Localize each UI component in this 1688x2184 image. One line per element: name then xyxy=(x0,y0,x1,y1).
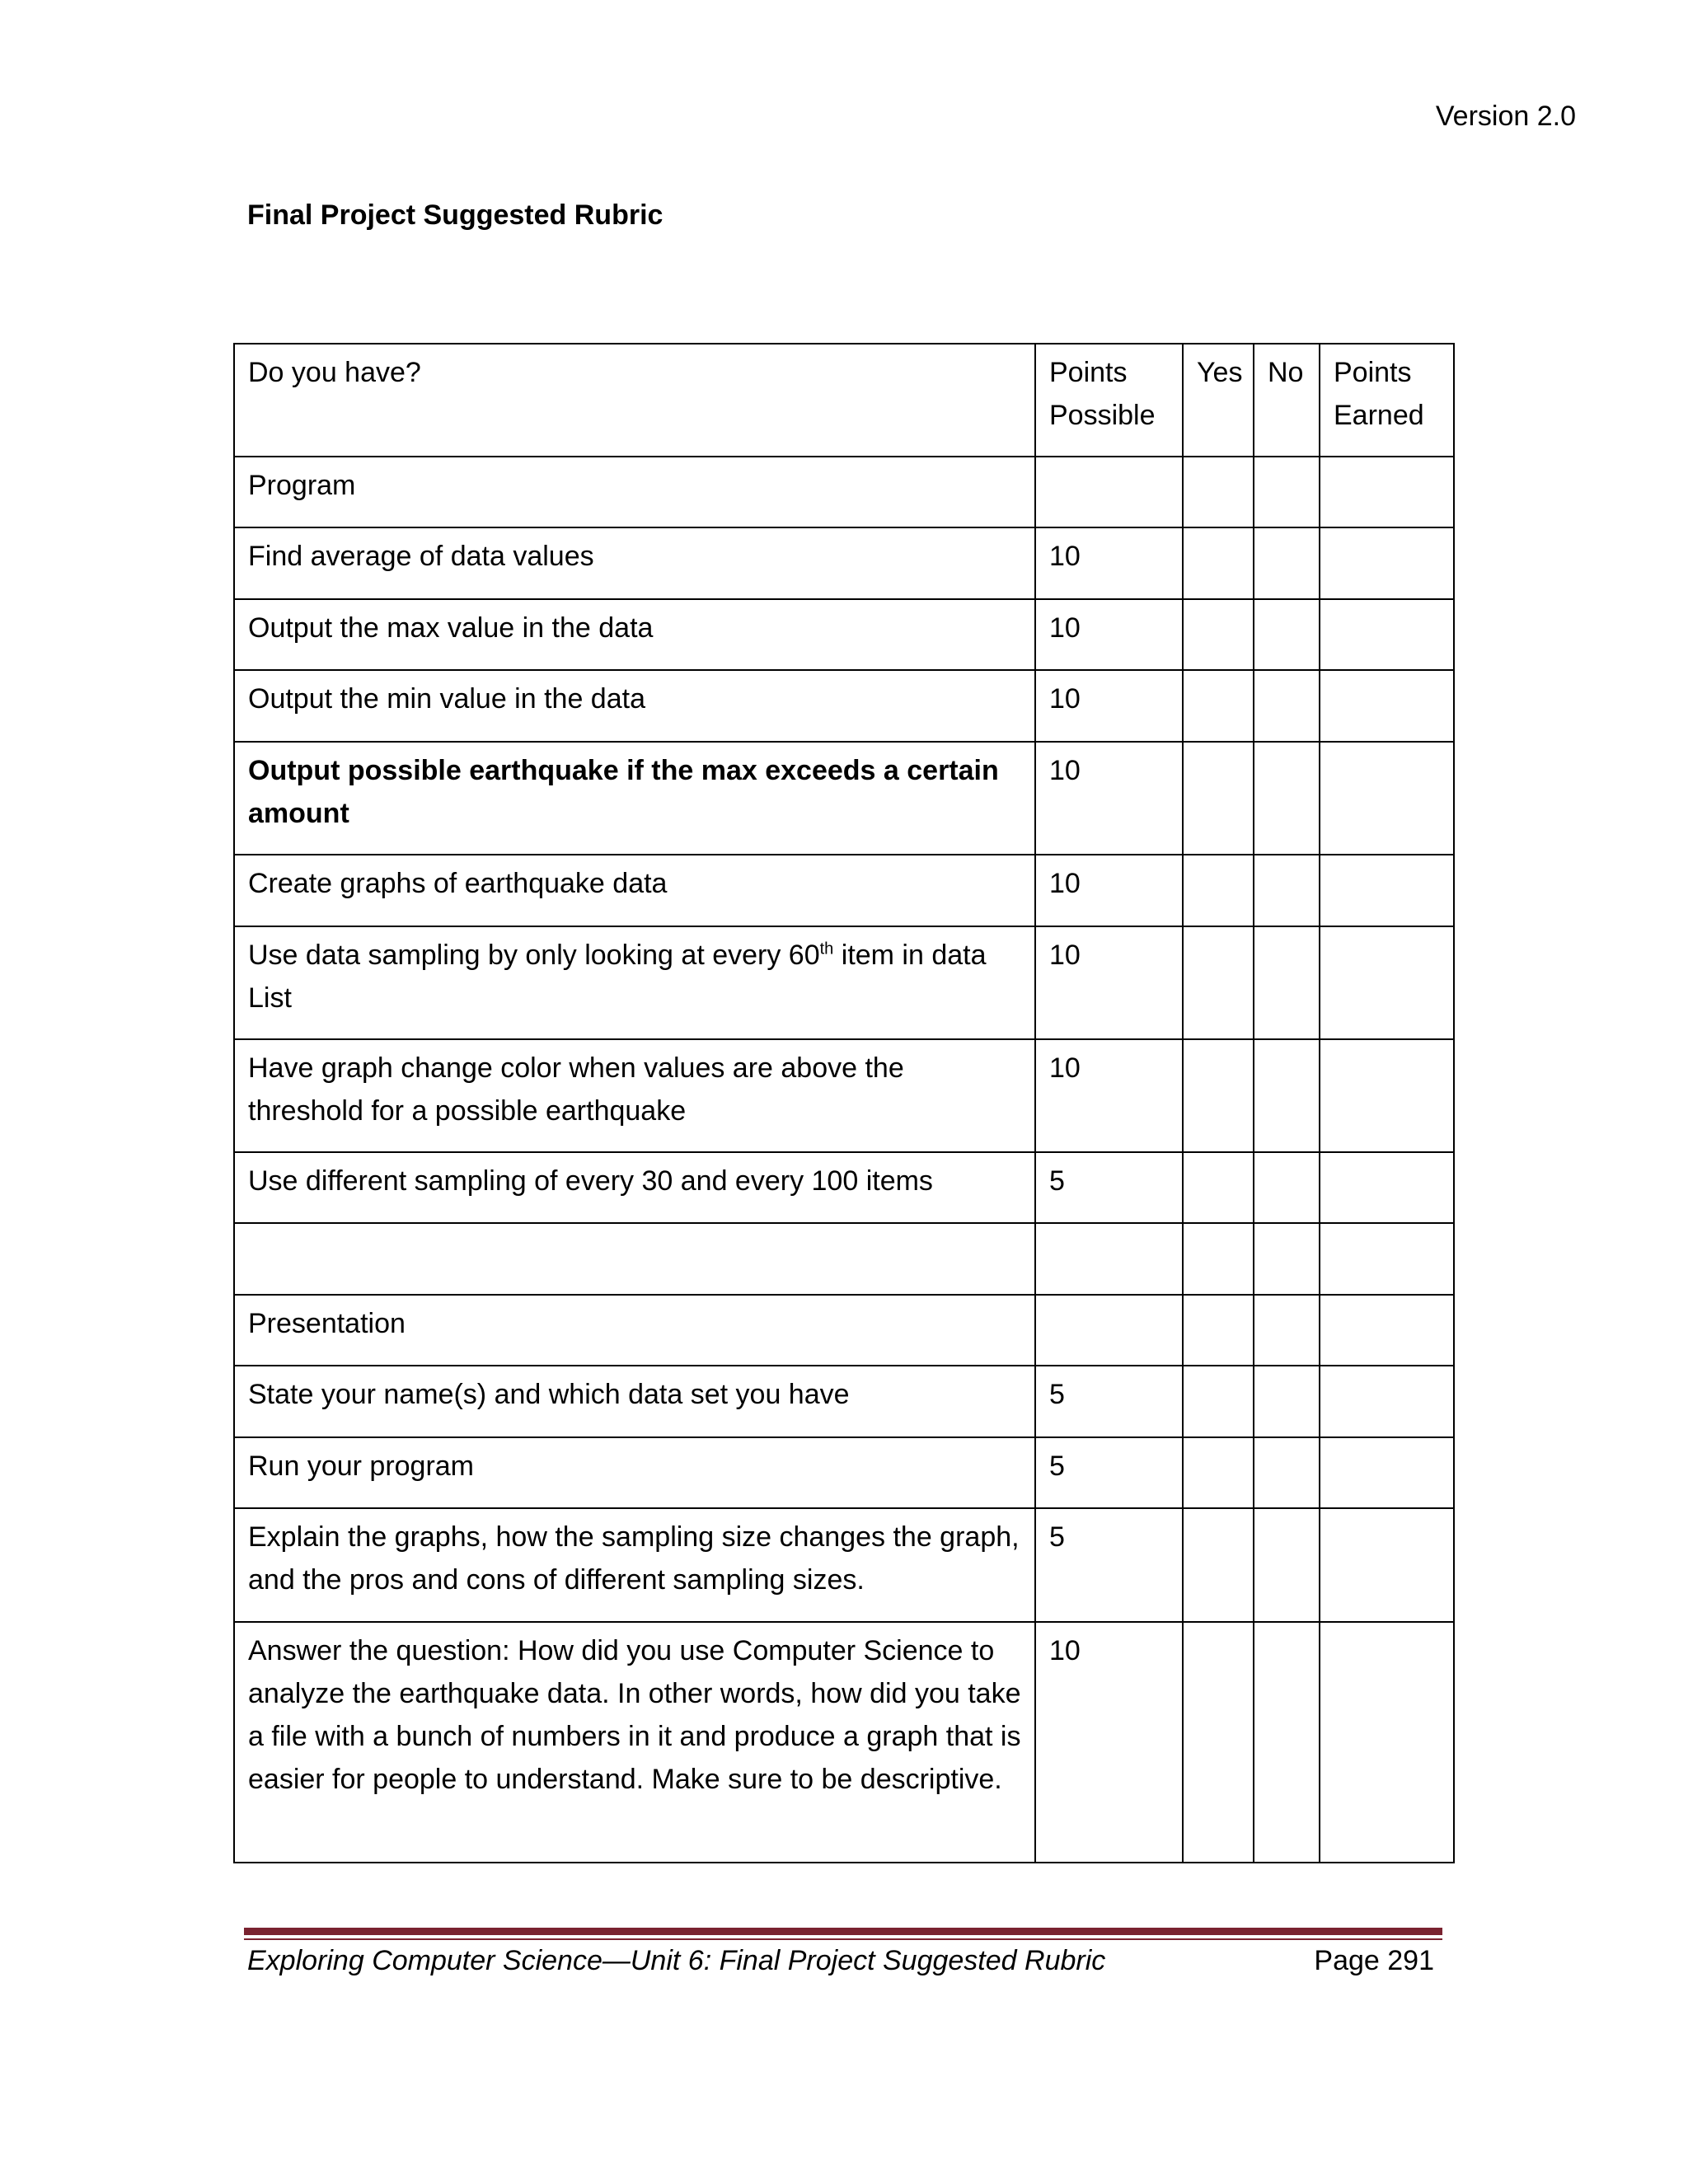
points-earned-cell[interactable] xyxy=(1320,1366,1454,1437)
table-row xyxy=(234,1295,1454,1366)
header-points-possible-line1: Points xyxy=(1049,357,1128,388)
row-points: 10 xyxy=(1035,599,1183,670)
row-item: State your name(s) and which data set you have xyxy=(234,1366,1035,1437)
header-question: Do you have? xyxy=(234,344,1035,457)
row-item: Output the max value in the data xyxy=(234,599,1035,670)
points-earned-cell[interactable] xyxy=(1320,527,1454,599)
yes-cell[interactable] xyxy=(1183,855,1254,926)
header-no: No xyxy=(1254,344,1320,457)
row-item: Create graphs of earthquake data xyxy=(234,855,1035,926)
row-item: Explain the graphs, how the sampling size changes the graph, and the pros and cons of different sampling sizes. xyxy=(234,1508,1035,1622)
points-earned-cell[interactable] xyxy=(1320,1223,1454,1295)
row-item-superscript: th xyxy=(819,940,834,958)
points-earned-cell[interactable] xyxy=(1320,670,1454,742)
row-item: Run your program xyxy=(234,1437,1035,1508)
table-row xyxy=(234,742,1454,855)
table-row xyxy=(234,1622,1454,1863)
yes-cell[interactable] xyxy=(1183,1622,1254,1863)
points-earned-cell[interactable] xyxy=(1320,926,1454,1039)
row-points: 10 xyxy=(1035,742,1183,855)
points-earned-cell[interactable] xyxy=(1320,1295,1454,1366)
header-points-earned-line2: Earned xyxy=(1334,400,1424,431)
row-points: 10 xyxy=(1035,1039,1183,1152)
yes-cell[interactable] xyxy=(1183,1366,1254,1437)
table-row xyxy=(234,1039,1454,1152)
row-item: Output possible earthquake if the max exceeds a certain amount xyxy=(234,742,1035,855)
row-item: Have graph change color when values are above the threshold for a possible earthquake xyxy=(234,1039,1035,1152)
header-points-possible-line2: Possible xyxy=(1049,400,1156,431)
points-earned-cell[interactable] xyxy=(1320,855,1454,926)
row-points: 10 xyxy=(1035,1622,1183,1863)
row-points: 10 xyxy=(1035,527,1183,599)
yes-cell[interactable] xyxy=(1183,1437,1254,1508)
row-item xyxy=(234,926,1035,1039)
header-points-possible xyxy=(1035,344,1183,457)
row-points xyxy=(1035,457,1183,527)
no-cell[interactable] xyxy=(1254,670,1320,742)
row-points: 5 xyxy=(1035,1437,1183,1508)
yes-cell[interactable] xyxy=(1183,926,1254,1039)
points-earned-cell[interactable] xyxy=(1320,1039,1454,1152)
points-earned-cell[interactable] xyxy=(1320,1508,1454,1622)
no-cell[interactable] xyxy=(1254,742,1320,855)
no-cell[interactable] xyxy=(1254,855,1320,926)
yes-cell[interactable] xyxy=(1183,1295,1254,1366)
no-cell[interactable] xyxy=(1254,1366,1320,1437)
row-item: Answer the question: How did you use Computer Science to analyze the earthquake data. In other words, how did you take a file with a bunch of numbers in it and produce a graph that is easier for people to understand. Make sure to be descriptive. xyxy=(234,1622,1035,1863)
row-item-text-before: Use data sampling by only looking at every 60 xyxy=(248,940,820,971)
points-earned-cell[interactable] xyxy=(1320,742,1454,855)
points-earned-cell[interactable] xyxy=(1320,599,1454,670)
no-cell[interactable] xyxy=(1254,1223,1320,1295)
yes-cell[interactable] xyxy=(1183,599,1254,670)
row-item: Presentation xyxy=(234,1295,1035,1366)
points-earned-cell[interactable] xyxy=(1320,1622,1454,1863)
page-number: Page 291 xyxy=(1314,1945,1434,1976)
table-row xyxy=(234,457,1454,527)
footer-divider xyxy=(244,1928,1442,1935)
row-item: Output the min value in the data xyxy=(234,670,1035,742)
yes-cell[interactable] xyxy=(1183,1152,1254,1223)
row-points xyxy=(1035,1295,1183,1366)
table-row xyxy=(234,1152,1454,1223)
yes-cell[interactable] xyxy=(1183,1039,1254,1152)
yes-cell[interactable] xyxy=(1183,1508,1254,1622)
row-points: 5 xyxy=(1035,1508,1183,1622)
table-row xyxy=(234,670,1454,742)
row-item: Use different sampling of every 30 and every 100 items xyxy=(234,1152,1035,1223)
no-cell[interactable] xyxy=(1254,527,1320,599)
no-cell[interactable] xyxy=(1254,1152,1320,1223)
points-earned-cell[interactable] xyxy=(1320,457,1454,527)
no-cell[interactable] xyxy=(1254,926,1320,1039)
points-earned-cell[interactable] xyxy=(1320,1437,1454,1508)
yes-cell[interactable] xyxy=(1183,670,1254,742)
table-row xyxy=(234,1223,1454,1295)
row-points xyxy=(1035,1223,1183,1295)
points-earned-cell[interactable] xyxy=(1320,1152,1454,1223)
header-yes: Yes xyxy=(1183,344,1254,457)
no-cell[interactable] xyxy=(1254,457,1320,527)
table-row xyxy=(234,527,1454,599)
row-points: 10 xyxy=(1035,926,1183,1039)
header-points-earned xyxy=(1320,344,1454,457)
no-cell[interactable] xyxy=(1254,1508,1320,1622)
row-points: 5 xyxy=(1035,1366,1183,1437)
no-cell[interactable] xyxy=(1254,1295,1320,1366)
no-cell[interactable] xyxy=(1254,599,1320,670)
table-row xyxy=(234,1437,1454,1508)
row-points: 5 xyxy=(1035,1152,1183,1223)
table-row xyxy=(234,1508,1454,1622)
yes-cell[interactable] xyxy=(1183,742,1254,855)
yes-cell[interactable] xyxy=(1183,1223,1254,1295)
no-cell[interactable] xyxy=(1254,1622,1320,1863)
row-item: Program xyxy=(234,457,1035,527)
no-cell[interactable] xyxy=(1254,1039,1320,1152)
no-cell[interactable] xyxy=(1254,1437,1320,1508)
row-item: Find average of data values xyxy=(234,527,1035,599)
header-points-earned-line1: Points xyxy=(1334,357,1412,388)
table-row xyxy=(234,599,1454,670)
footer-course-title: Exploring Computer Science—Unit 6: Final Project Suggested Rubric xyxy=(247,1945,1106,1976)
table-row xyxy=(234,855,1454,926)
version-label: Version 2.0 xyxy=(1435,101,1576,132)
table-row xyxy=(234,1366,1454,1437)
yes-cell[interactable] xyxy=(1183,457,1254,527)
row-points: 10 xyxy=(1035,670,1183,742)
row-item xyxy=(234,1223,1035,1295)
rubric-table xyxy=(233,343,1455,1863)
yes-cell[interactable] xyxy=(1183,527,1254,599)
table-header-row xyxy=(234,344,1454,457)
row-item-text-after: item in data List xyxy=(248,940,987,1014)
row-points: 10 xyxy=(1035,855,1183,926)
table-row xyxy=(234,926,1454,1039)
footer-divider-thin xyxy=(244,1938,1442,1940)
page-title: Final Project Suggested Rubric xyxy=(247,199,663,231)
